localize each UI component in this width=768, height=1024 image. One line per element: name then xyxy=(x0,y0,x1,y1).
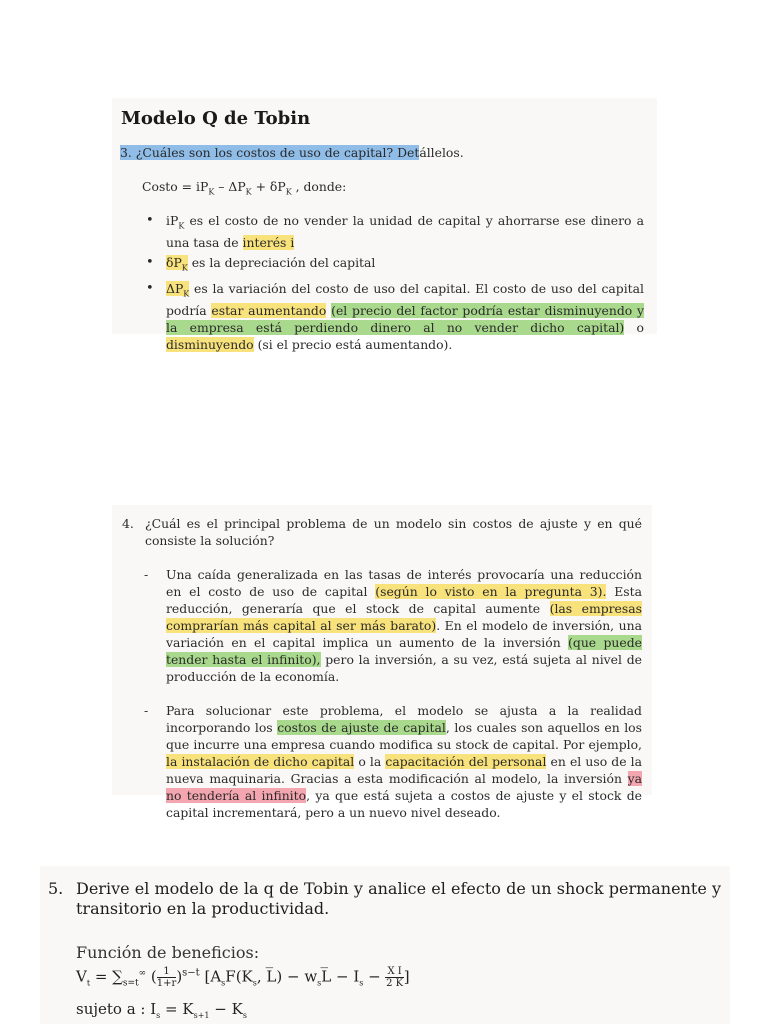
bullet-sub: K xyxy=(183,289,190,299)
answer-text: . En el modelo de inversión, una variación en el capital implica un aumento de la inversión xyxy=(166,618,642,650)
bullet-item xyxy=(144,254,644,276)
answer-text: Esta reducción, generaría que el stock de capital aumente xyxy=(166,584,642,616)
answer-text: en el uso de la nueva maquinaria. Gracias a esta modificación al modelo, la inversión xyxy=(166,754,642,786)
formula-part: , donde: xyxy=(291,179,347,194)
bullet-lead: iP xyxy=(166,213,179,228)
eq-part: sujeto a : I xyxy=(76,1000,157,1018)
eq-sup: ∞ xyxy=(138,968,147,979)
frac-den: 1+r xyxy=(156,978,177,989)
eq-part: − xyxy=(363,967,386,986)
eq-part: = ∑ xyxy=(90,967,123,986)
eq-part: F(K xyxy=(225,967,253,986)
eq-sub: s xyxy=(359,978,364,988)
formula-sub: K xyxy=(285,187,292,197)
eq-part: V xyxy=(76,967,87,986)
answer-item xyxy=(120,702,642,821)
formula-part: – ΔP xyxy=(214,179,246,194)
answer-text: o la xyxy=(354,754,386,769)
bullet-item xyxy=(144,212,644,251)
answer-highlight: (las empresas comprarían más capital al ser más barato) xyxy=(166,601,642,633)
question-5-panel xyxy=(40,866,730,1024)
eq-sub: t xyxy=(86,978,91,988)
bullet-lead: ΔP xyxy=(166,280,184,296)
bullet-text: o xyxy=(624,320,644,336)
answer-highlight: (según lo visto en la pregunta 3). xyxy=(375,584,607,599)
bullet-lead: δP xyxy=(166,255,182,271)
question-5-number: 5. xyxy=(48,879,64,898)
bullet-highlight: interés i xyxy=(242,235,295,251)
benefit-function-label: Función de beneficios: xyxy=(76,943,260,962)
eq-sup: s−t xyxy=(182,967,200,979)
answer-highlight: capacitación del personal xyxy=(385,754,547,769)
eq-sub: s xyxy=(156,1011,161,1020)
eq-sub: s xyxy=(317,978,322,988)
question-3-rest: állelos. xyxy=(419,145,464,160)
frac-num: X I xyxy=(387,966,402,977)
bullet-item xyxy=(144,280,644,353)
eq-part: L̅ − I xyxy=(321,967,360,986)
answer-text: , ya que está sujeta a costos de ajuste y el stock de capital incrementará, pero a un nuevo nivel deseado. xyxy=(166,788,642,820)
constraint-equation xyxy=(76,1000,247,1020)
bullet-text: es la variación del costo de uso del capital. El costo de uso del capital podría xyxy=(166,280,644,319)
section-title: Modelo Q de Tobin xyxy=(121,108,311,129)
answer-text: Para solucionar este problema, el modelo se ajusta a la realidad incorporando los xyxy=(166,703,642,735)
eq-sub: s xyxy=(242,1011,247,1020)
bullet-highlight: disminuyendo xyxy=(166,337,254,353)
adjustment-fraction xyxy=(385,966,403,989)
discount-fraction xyxy=(157,966,177,989)
bullet-sub: K xyxy=(178,221,185,231)
eq-part: = K xyxy=(160,1000,194,1018)
eq-part: − K xyxy=(209,1000,243,1018)
eq-sub: s xyxy=(221,978,226,988)
answer-highlight: la instalación de dicho capital xyxy=(166,754,355,769)
value-equation: $V_t = \sum_{s=t}^\infty$ ( $\frac{1}{1+r}$ )$^{s-t}$ [$A_sF(K_s$, L̅) − $w_sL̅ - I_s$ − $\frac{\text{X I}}{2 K}$ ] xyxy=(76,966,410,989)
bullet-text: es el costo de no vender la unidad de capital y ahorrarse ese dinero a una tasa de xyxy=(166,213,644,251)
question-3-highlight: 3. ¿Cuáles son los costos de uso de capital? Det xyxy=(120,145,420,160)
answer-highlight: costos de ajuste de capital xyxy=(277,720,446,735)
formula-sub: K xyxy=(245,187,252,197)
answer-highlight: ya no tendería al infinito xyxy=(166,771,642,803)
bullet-text: es la depreciación del capital xyxy=(187,255,376,271)
bullet-highlight: estar aumentando xyxy=(211,303,327,319)
eq-part: [A xyxy=(204,967,222,986)
eq-sub: s xyxy=(252,978,257,988)
question-4-text: ¿Cuál es el principal problema de un modelo sin costos de ajuste y en qué consiste la solución? xyxy=(145,516,642,548)
frac-den: 2 K xyxy=(386,978,404,989)
answer-text: Una caída generalizada en las tasas de interés provocaría una reducción en el costo de uso de capital xyxy=(166,567,642,599)
question-4-panel xyxy=(112,505,652,820)
eq-part: , L̅) − w xyxy=(256,967,318,986)
formula-sub: K xyxy=(208,187,215,197)
answer-text: , los cuales son aquellos en los que incurre una empresa cuando modifica su stock de capital. Por ejemplo, xyxy=(166,720,642,752)
bullet-text: (si el precio está aumentando). xyxy=(253,337,453,353)
answer-text: pero la inversión, a su vez, está sujeta al nivel de producción de la economía. xyxy=(166,652,642,684)
frac-num: 1 xyxy=(157,966,177,978)
answer-list xyxy=(120,566,642,838)
answer-highlight: (que puede tender hasta el infinito), xyxy=(166,635,642,667)
eq-sub: s+1 xyxy=(193,1011,210,1020)
cost-formula xyxy=(142,178,346,200)
question-3-panel xyxy=(112,98,657,353)
question-3 xyxy=(120,144,464,161)
formula-part: + δP xyxy=(251,179,286,194)
answer-item xyxy=(120,566,642,685)
bullet-highlight: (el precio del factor podría estar disminuyendo y la empresa está perdiendo dinero al no vender dicho capital) xyxy=(166,303,644,336)
question-5-text: Derive el modelo de la q de Tobin y analice el efecto de un shock permanente y transitorio en la productividad. xyxy=(76,879,721,918)
bullet-sub: K xyxy=(181,263,188,273)
eq-sub: s=t xyxy=(122,978,139,989)
question-4-number: 4. xyxy=(122,516,134,531)
cost-bullet-list xyxy=(144,212,644,356)
formula-part: Costo = iP xyxy=(142,179,209,194)
